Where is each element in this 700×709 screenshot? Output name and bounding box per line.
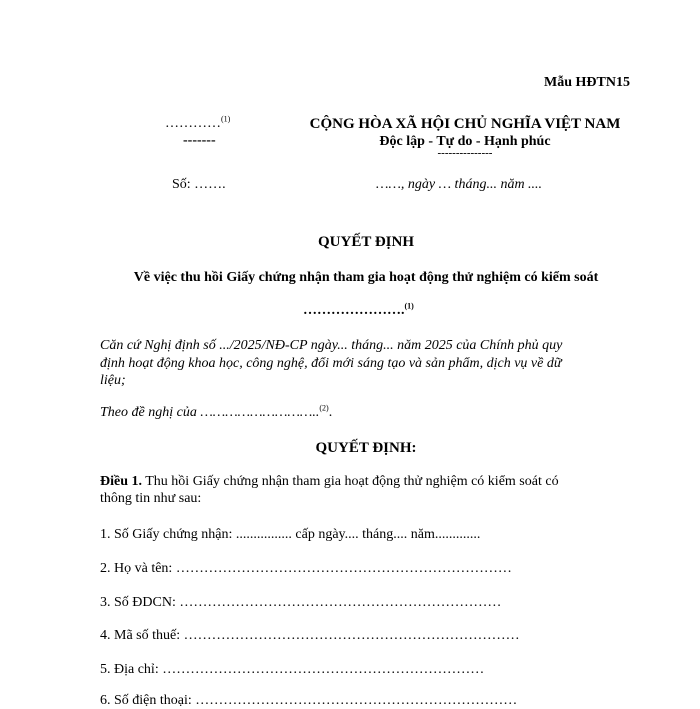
article-1-label: Điều 1. [100,474,142,489]
subject-placeholder [303,303,414,319]
decision-subject: Về việc thu hồi Giấy chứng nhận tham gia hoạt động thử nghiệm có kiểm soát [133,270,599,285]
field-id-number: 3. Số ĐDCN: …………………………………………………………… [100,595,502,610]
field-full-name: 2. Họ và tên: ……………………………………………………………… [100,561,512,576]
subject-dots: …………………. [303,303,405,318]
proposal-line [100,405,332,421]
subject-footnote-ref: (1) [404,301,414,311]
proposal-footnote-ref: (2) [319,403,329,413]
decision-title: QUYẾT ĐỊNH [318,234,414,250]
field-certificate-number: 1. Số Giấy chứng nhận: ................ cấp ngày.... tháng.... năm............. [100,527,481,542]
agency-footnote-ref: (1) [221,114,231,124]
proposal-text: Theo đề nghị của ……………………….. [100,405,320,420]
agency-placeholder [165,116,230,132]
proposal-end: . [328,405,333,420]
national-motto: Độc lập - Tự do - Hạnh phúc [379,134,551,149]
motto-rule: --------------- [437,147,493,159]
article-1-line-1 [100,474,559,490]
field-address: 5. Địa chỉ: …………………………………………………………… [100,662,485,677]
decision-heading: QUYẾT ĐỊNH: [315,440,417,456]
agency-rule: ------- [183,133,216,148]
country-name: CỘNG HÒA XÃ HỘI CHỦ NGHĨA VIỆT NAM [309,116,621,132]
basis-line-2: định hoạt động khoa học, công nghệ, đổi mới sáng tạo và sản phẩm, dịch vụ về dữ [100,356,562,371]
agency-dots: ………… [165,116,221,131]
article-1-line-2: thông tin như sau: [100,491,202,506]
field-tax-code: 4. Mã số thuế: ……………………………………………………………… [100,628,520,643]
field-phone: 6. Số điện thoại: …………………………………………………………… [100,693,518,708]
basis-line-1: Căn cứ Nghị định số .../2025/NĐ-CP ngày... tháng... năm 2025 của Chính phủ quy [100,338,563,353]
article-1-text: Thu hồi Giấy chứng nhận tham gia hoạt động thử nghiệm có kiểm soát có [145,474,559,489]
issue-date-line: ……, ngày … tháng... năm .... [376,177,543,192]
document-number: Số: ……. [172,177,226,192]
form-code: Mẫu HĐTN15 [544,75,630,90]
basis-line-3: liệu; [100,373,126,388]
